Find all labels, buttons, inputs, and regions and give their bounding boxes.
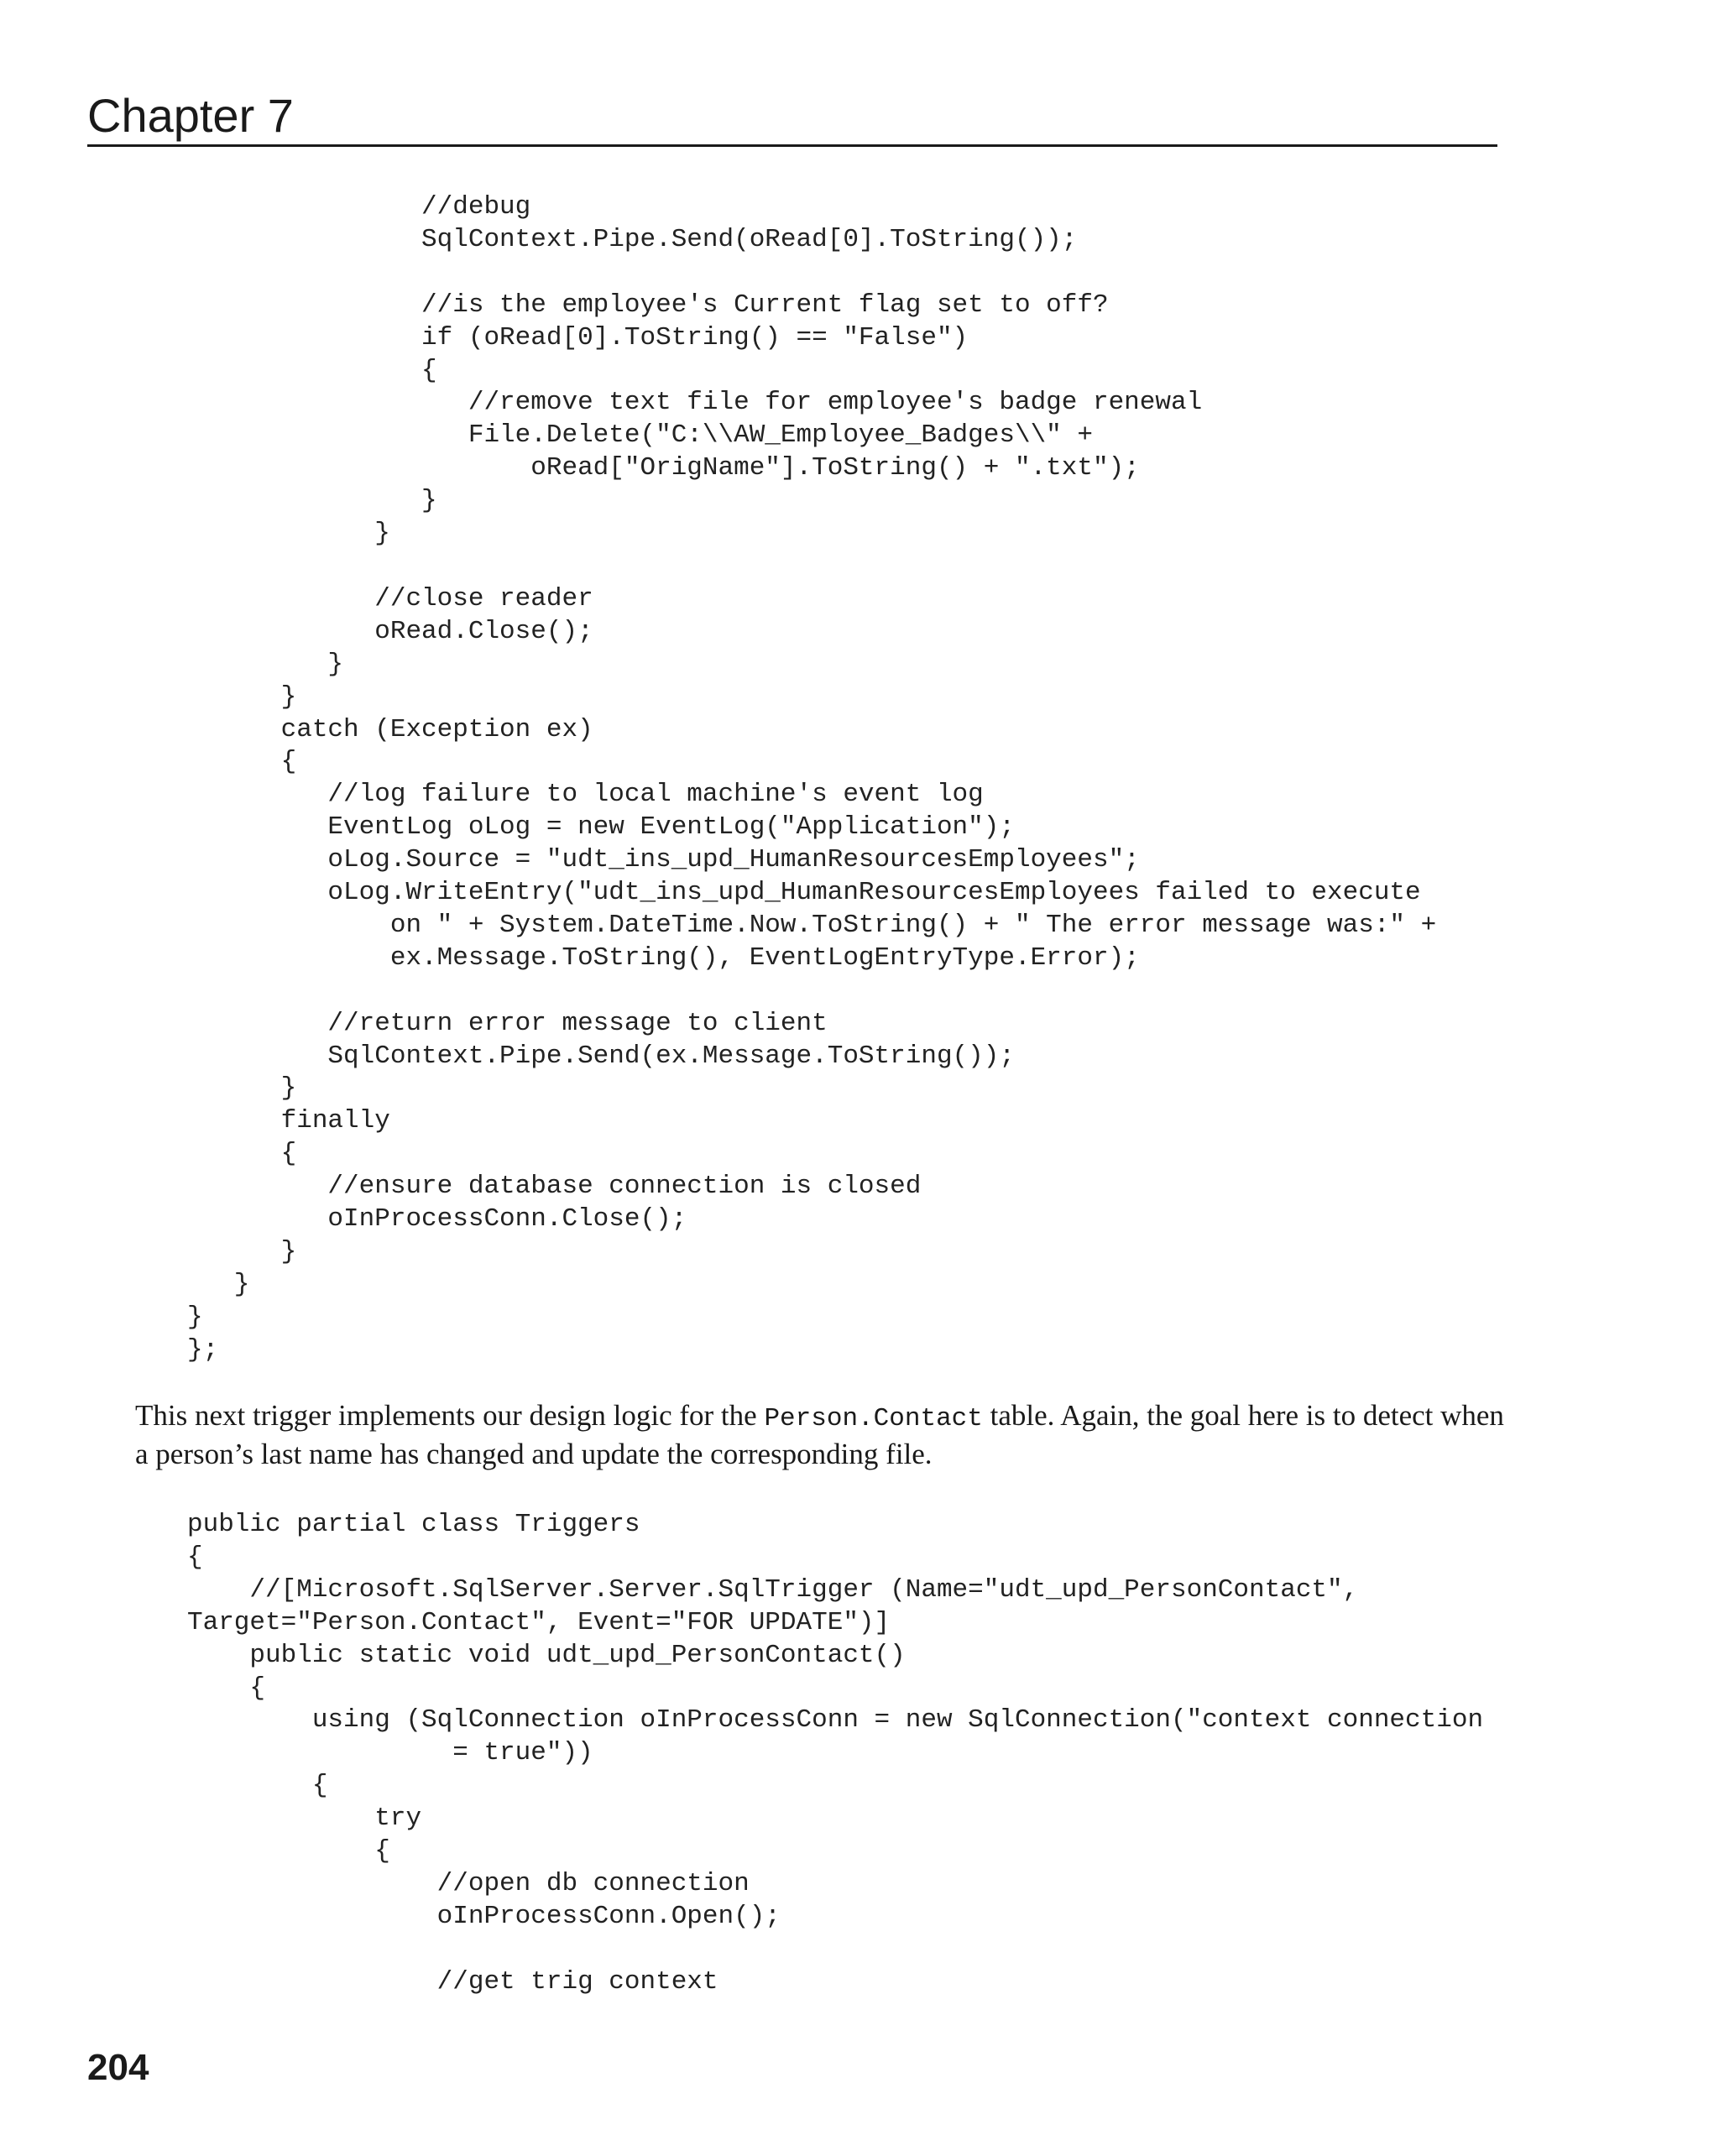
paragraph-text-before: This next trigger implements our design logic for the <box>135 1399 765 1432</box>
code-line: } <box>187 649 344 679</box>
code-line: EventLog oLog = new EventLog("Application"); <box>187 812 1015 843</box>
code-line: //open db connection <box>187 1868 750 1898</box>
code-line: oRead["OrigName"].ToString() + ".txt"); <box>187 453 1140 483</box>
code-line: { <box>187 1771 328 1801</box>
code-line: catch (Exception ex) <box>187 714 593 744</box>
chapter-title: Chapter 7 <box>87 89 294 142</box>
code-line: //is the employee's Current flag set to off? <box>187 290 1109 320</box>
code-line: } <box>187 1302 203 1332</box>
code-line: finally <box>187 1106 390 1136</box>
code-line: try <box>187 1804 422 1834</box>
code-line: oInProcessConn.Close(); <box>187 1204 687 1235</box>
code-line: public static void udt_upd_PersonContact() <box>187 1640 906 1670</box>
body-paragraph <box>135 1398 1512 1472</box>
code-line: { <box>187 355 437 385</box>
code-line: oLog.WriteEntry("udt_ins_upd_HumanResourcesEmployees failed to execute <box>187 878 1421 908</box>
code-line: //ensure database connection is closed <box>187 1172 922 1202</box>
code-line: if (oRead[0].ToString() == "False") <box>187 322 969 352</box>
page-number: 204 <box>87 2047 149 2088</box>
code-line: = true")) <box>187 1738 593 1768</box>
code-line: //remove text file for employee's badge renewal <box>187 388 1203 418</box>
code-line: } <box>187 1269 250 1299</box>
code-line: } <box>187 519 390 549</box>
code-line: File.Delete("C:\\AW_Employee_Badges\\" + <box>187 420 1093 451</box>
code-line: oInProcessConn.Open(); <box>187 1901 781 1931</box>
code-line: using (SqlConnection oInProcessConn = new SqlConnection("context connection <box>187 1705 1484 1736</box>
code-line: Target="Person.Contact", Event="FOR UPDATE")] <box>187 1607 891 1637</box>
code-line: SqlContext.Pipe.Send(ex.Message.ToString()); <box>187 1041 1015 1071</box>
paragraph-text-after: table. Again, the goal here is to detect when a person’s last name has changed and update the corresponding file. <box>135 1399 1504 1470</box>
code-line: { <box>187 1836 390 1866</box>
code-line: SqlContext.Pipe.Send(oRead[0].ToString()); <box>187 224 1078 254</box>
code-line: oLog.Source = "udt_ins_upd_HumanResourcesEmployees"; <box>187 845 1140 875</box>
code-block-2 <box>187 1509 1483 1999</box>
code-block-1 <box>187 191 1436 1367</box>
code-line: //log failure to local machine's event log <box>187 780 984 810</box>
code-line: //close reader <box>187 583 593 613</box>
code-line: on " + System.DateTime.Now.ToString() + " The error message was:" + <box>187 910 1437 940</box>
code-line: } <box>187 486 437 516</box>
code-line: public partial class Triggers <box>187 1510 640 1539</box>
code-line: } <box>187 1073 297 1104</box>
code-line: ex.Message.ToString(), EventLogEntryType.Error); <box>187 942 1140 973</box>
code-line: } <box>187 681 297 712</box>
code-line: { <box>187 1542 203 1572</box>
inline-code: Person.Contact <box>764 1404 983 1433</box>
code-line: //return error message to client <box>187 1008 828 1038</box>
code-line: { <box>187 1673 266 1703</box>
code-line: }; <box>187 1334 219 1365</box>
code-line: //[Microsoft.SqlServer.Server.SqlTrigger (Name="udt_upd_PersonContact", <box>187 1574 1359 1605</box>
code-line: //get trig context <box>187 1966 718 1997</box>
code-line: { <box>187 1139 297 1169</box>
chapter-header <box>87 87 1497 147</box>
code-line: //debug <box>187 192 531 222</box>
code-line: oRead.Close(); <box>187 616 593 646</box>
code-line: { <box>187 747 297 777</box>
code-line: } <box>187 1237 297 1266</box>
